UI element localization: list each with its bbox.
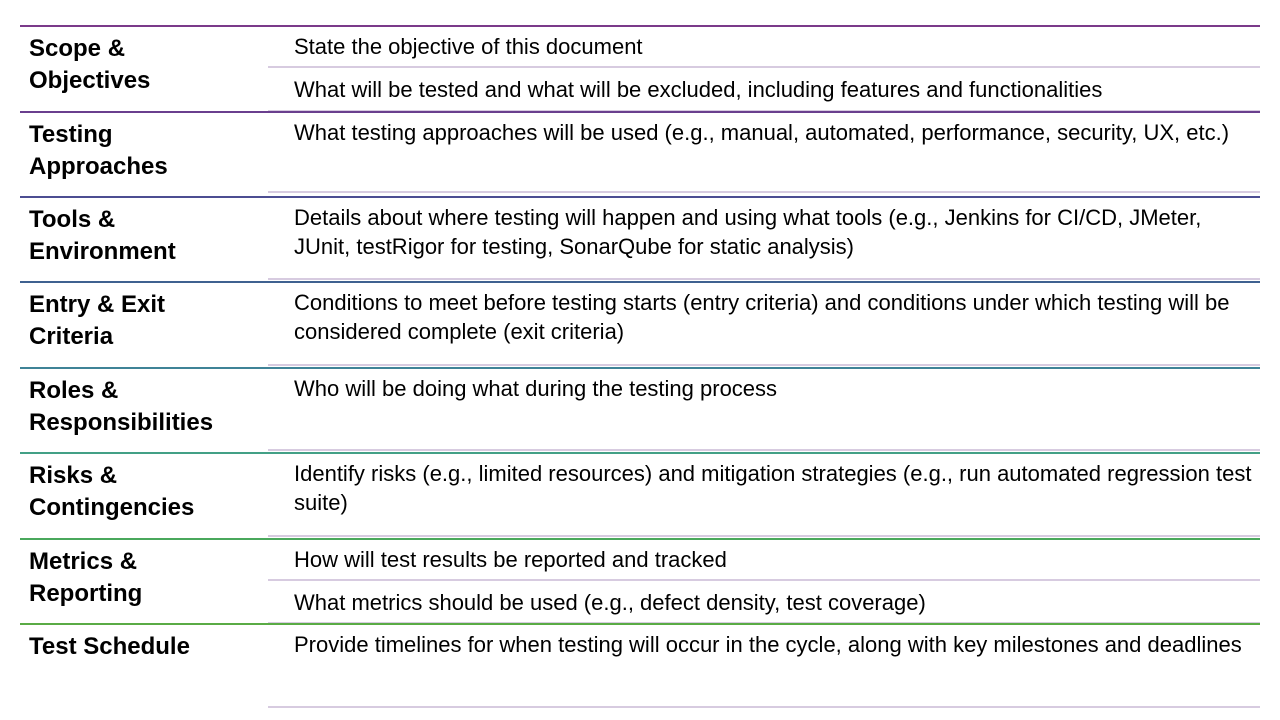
section-test-schedule (20, 623, 1260, 708)
list-item (268, 281, 1260, 366)
section-tools-environment (20, 196, 1260, 281)
section-testing-approaches (20, 111, 1260, 195)
section-heading: Test Schedule (29, 633, 190, 660)
item-divider (268, 449, 1260, 451)
list-item-text: Provide timelines for when testing will occur in the cycle, along with key milestones and deadlines (294, 632, 1242, 657)
item-divider (268, 191, 1260, 193)
list-item (268, 68, 1260, 112)
item-divider (268, 364, 1260, 366)
section-heading: Tools & Environment (29, 206, 176, 265)
list-item-text: State the objective of this document (294, 34, 643, 59)
section-heading: Metrics & Reporting (29, 548, 143, 607)
list-item (268, 111, 1260, 193)
section-scope-objectives (20, 25, 1260, 112)
list-item-text: Who will be doing what during the testing process (294, 376, 778, 401)
list-item (268, 25, 1260, 68)
section-heading: Risks & Contingencies (29, 462, 195, 521)
section-risks-contingencies (20, 452, 1260, 538)
list-item (268, 581, 1260, 624)
item-divider (268, 535, 1260, 537)
list-item (268, 367, 1260, 451)
list-item (268, 452, 1260, 537)
section-roles-responsibilities (20, 367, 1260, 452)
section-heading: Testing Approaches (29, 121, 168, 180)
list-item-text: Details about where testing will happen and using what tools (e.g., Jenkins for CI/CD, JMeter, JUnit, testRigor for testing, SonarQube for static analysis) (294, 205, 1202, 259)
list-item-text: Conditions to meet before testing starts (entry criteria) and conditions under which testing will be considered complete (exit criteria) (294, 290, 1230, 344)
section-metrics-reporting (20, 538, 1260, 624)
list-item (268, 196, 1260, 280)
section-entry-exit-criteria (20, 281, 1260, 367)
section-heading: Roles & Responsibilities (29, 377, 214, 436)
list-item (268, 538, 1260, 581)
section-heading: Scope & Objectives (29, 35, 151, 94)
list-item-text: What will be tested and what will be excluded, including features and functionalities (294, 77, 1103, 102)
item-divider (268, 706, 1260, 708)
item-divider (268, 278, 1260, 280)
section-heading: Entry & Exit Criteria (29, 291, 166, 350)
list-item-text: How will test results be reported and tracked (294, 547, 727, 572)
list-item (268, 623, 1260, 708)
list-item-text: What metrics should be used (e.g., defect density, test coverage) (294, 590, 926, 615)
list-item-text: What testing approaches will be used (e.g., manual, automated, performance, security, UX, etc.) (294, 120, 1230, 145)
list-item-text: Identify risks (e.g., limited resources) and mitigation strategies (e.g., run automated regression test suite) (294, 461, 1252, 515)
